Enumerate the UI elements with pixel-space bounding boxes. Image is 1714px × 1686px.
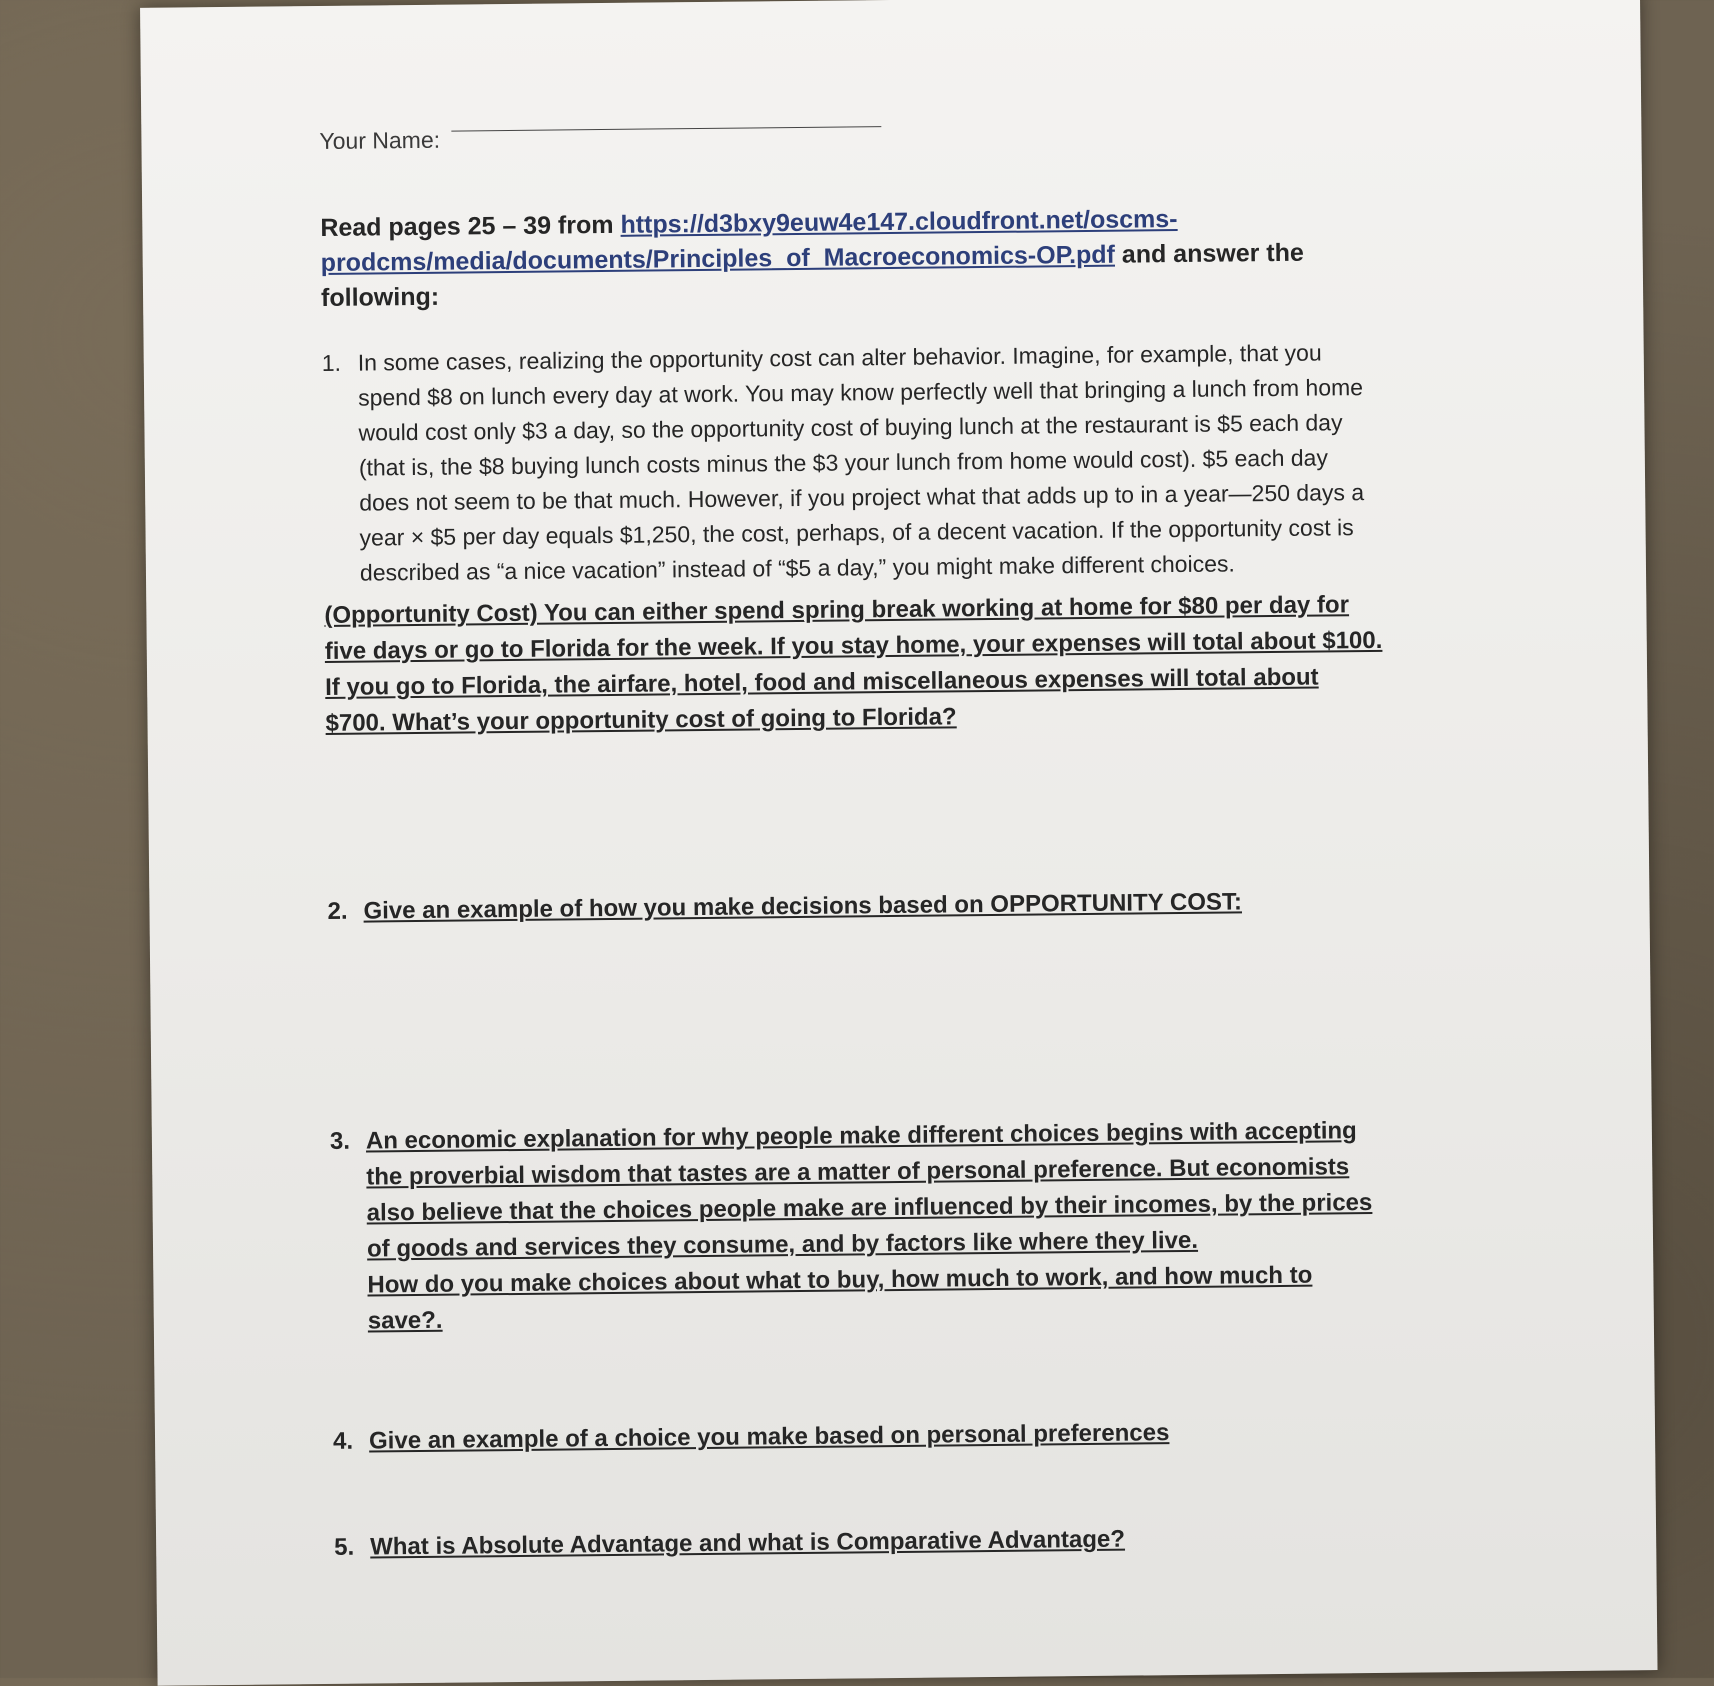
question-5: [334, 1519, 1394, 1566]
question-body: [366, 1113, 1392, 1340]
name-blank-line: [451, 126, 881, 132]
question-number: 1.: [321, 349, 342, 376]
textbook-link[interactable]: https://d3bxy9euw4e147.cloudfront.net/oscms-prodcms/media/documents/Principles_of_Macroeconomics-OP.pdf: [320, 205, 1178, 277]
question-text: An economic explanation for why people make different choices begins with accepting the proverbial wisdom that tastes are a matter of personal preference. But economists also believe that the choices people make are influenced by their incomes, by the prices of goods and services they consume, and by factors like where they live.: [365, 1117, 1373, 1263]
question-text: What is Absolute Advantage and what is Comparative Advantage?: [370, 1525, 1126, 1561]
opportunity-cost-prompt: (Opportunity Cost) You can either spend spring break working at home for $80 per day for five days or go to Florida for the week. If you stay home, your expenses will total about $100. If you go to Florida, the airfare, hotel, food and miscellaneous expenses will total about $700. What’s your opportunity cost of going to Florida?: [324, 591, 1383, 737]
question-number: 2.: [327, 897, 348, 925]
question-number: 3.: [329, 1127, 351, 1155]
question-follow-up: How do you make choices about what to buy, how much to work, and how much to save?.: [367, 1261, 1313, 1335]
question-text: Give an example of how you make decisions based on OPPORTUNITY COST:: [363, 888, 1243, 925]
name-label: Your Name:: [319, 126, 441, 154]
question-3: [330, 1113, 1392, 1340]
question-number: 5.: [334, 1533, 355, 1561]
reading-instructions: [320, 200, 1361, 316]
question-1: [322, 335, 1385, 591]
question-4: [333, 1413, 1393, 1460]
question-text: Give an example of a choice you make based on personal preferences: [368, 1419, 1170, 1455]
intro-prefix: Read pages 25 – 39 from: [320, 210, 614, 242]
question-number: 4.: [332, 1427, 354, 1455]
question-2: [327, 883, 1387, 930]
intro-suffix: and answer the following:: [320, 238, 1304, 312]
question-text: In some cases, realizing the opportunity cost can alter behavior. Imagine, for example, that you spend $8 on lunch every day at work. You may know perfectly well that bringing a lunch from home would cost only $3 a day, so the opportunity cost of buying lunch at the restaurant is $5 each day (that is, the $8 buying lunch costs minus the $3 your lunch from home would cost). $5 each day does not seem to be that much. However, if you project what that adds up to in a year—250 days a year × $5 per day equals $1,250, the cost, perhaps, of a decent vacation. If the opportunity cost is described as “a nice vacation” instead of “$5 a day,” you might make different choices.: [357, 339, 1365, 586]
worksheet-page: [140, 0, 1657, 1686]
